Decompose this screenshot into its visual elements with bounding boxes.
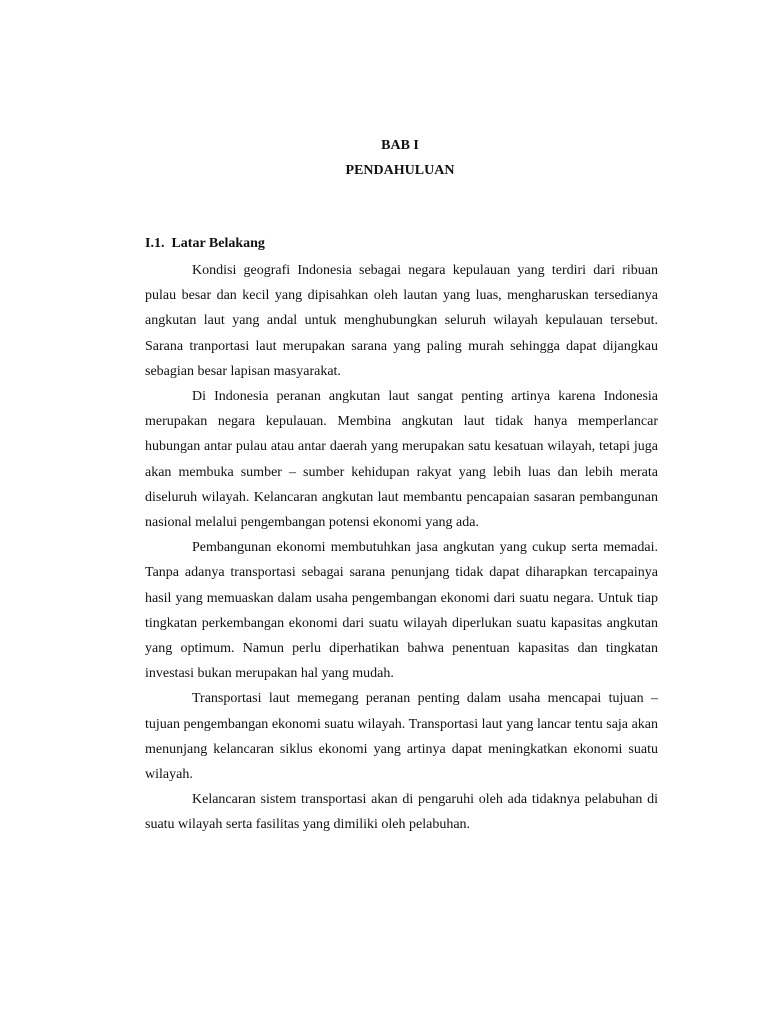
paragraph: Pembangunan ekonomi membutuhkan jasa angkutan yang cukup serta memadai. Tanpa adanya transportasi sebagai sarana penunjang tidak dapat diharapkan tercapainya hasil yang memuaskan dalam usaha pengembangan ekonomi dari suatu negara. Untuk tiap tingkatan perkembangan ekonomi dari suatu wilayah diperlukan suatu kapasitas angkutan yang optimum. Namun perlu diperhatikan bahwa penentuan kapasitas dan tingkatan investasi bukan merupakan hal yang mudah. — [145, 540, 658, 682]
paragraph: Kelancaran sistem transportasi akan di pengaruhi oleh ada tidaknya pelabuhan di suatu wilayah serta fasilitas yang dimiliki oleh pelabuhan. — [145, 792, 658, 833]
section-number: I.1. — [145, 236, 165, 251]
paragraph: Transportasi laut memegang peranan penting dalam usaha mencapai tujuan – tujuan pengembangan ekonomi suatu wilayah. Transportasi laut yang lancar tentu saja akan menunjang kelancaran siklus ekonomi yang artinya dapat meningkatkan ekonomi suatu wilayah. — [145, 691, 658, 783]
section-heading — [145, 234, 265, 254]
section-title: Latar Belakang — [171, 236, 265, 251]
body-text — [145, 258, 658, 838]
chapter-number: BAB I — [381, 138, 419, 153]
paragraph: Di Indonesia peranan angkutan laut sangat penting artinya karena Indonesia merupakan negara kepulauan. Membina angkutan laut tidak hanya memperlancar hubungan antar pulau atau antar daerah yang merupakan satu kesatuan wilayah, tetapi juga akan membuka sumber – sumber kehidupan rakyat yang lebih luas dan lebih merata diseluruh wilayah. Kelancaran angkutan laut membantu pencapaian sasaran pembangunan nasional melalui pengembangan potensi ekonomi yang ada. — [145, 389, 658, 531]
chapter-title: PENDAHULUAN — [345, 163, 455, 178]
paragraph: Kondisi geografi Indonesia sebagai negara kepulauan yang terdiri dari ribuan pulau besar dan kecil yang dipisahkan oleh lautan yang luas, mengharuskan tersedianya angkutan laut yang andal untuk menghubungkan seluruh wilayah kepulauan tersebut. Sarana tranportasi laut merupakan sarana yang paling murah sehingga dapat dijangkau sebagian besar lapisan masyarakat. — [145, 263, 658, 379]
